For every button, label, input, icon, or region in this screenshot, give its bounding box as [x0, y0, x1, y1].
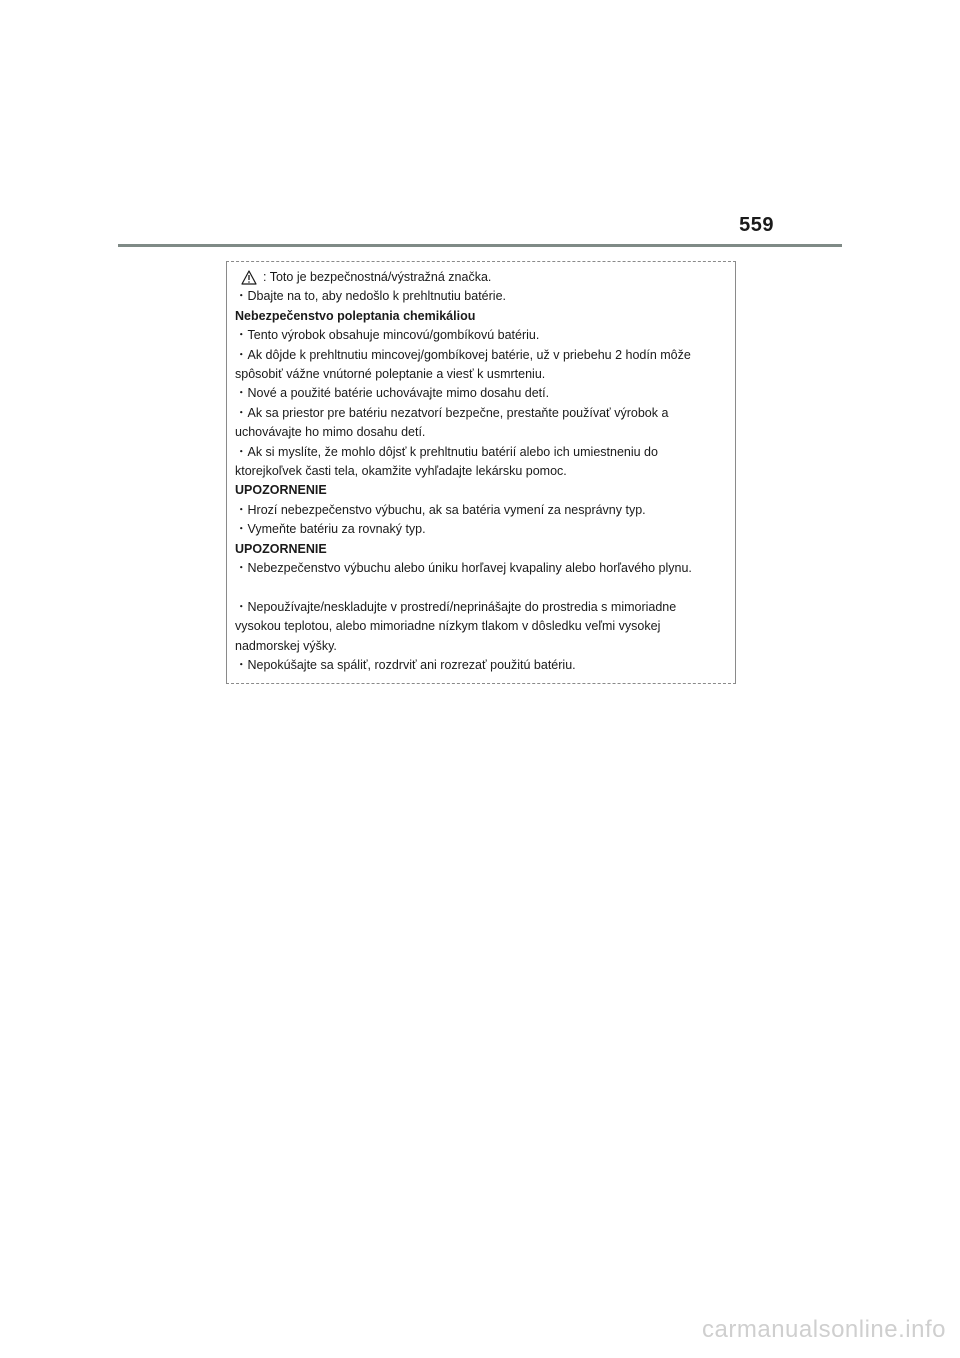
bullet-same-type: ・Vymeňte batériu za rovnaký typ.	[235, 522, 426, 537]
heading-chemical-burn: Nebezpečenstvo poleptania chemikáliou	[235, 308, 476, 323]
warning-intro-row	[235, 268, 727, 287]
bullet-compartment-cont: uchovávajte ho mimo dosahu detí.	[235, 425, 426, 440]
bullet-explosion-leak: ・Nebezpečenstvo výbuchu alebo úniku horľavej kvapaliny alebo horľavého plynu.	[235, 561, 692, 576]
bullet-swallow-hours: ・Ak dôjde k prehltnutiu mincovej/gombíkovej batérie, už v priebehu 2 hodín môže	[235, 347, 691, 362]
bullet-seek-medical-cont: ktorejkoľvek časti tela, okamžite vyhľadajte lekársku pomoc.	[235, 464, 567, 479]
site-watermark: carmanualsonline.info	[702, 1316, 946, 1343]
bullet-keep-away: ・Nové a použité batérie uchovávajte mimo dosahu detí.	[235, 386, 550, 401]
bullet-extreme-env-cont-1: vysokou teplotou, alebo mimoriadne nízkym tlakom v dôsledku veľmi vysokej	[235, 619, 661, 634]
warning-intro-text: : Toto je bezpečnostná/výstražná značka.	[263, 270, 492, 284]
bullet-compartment: ・Ak sa priestor pre batériu nezatvorí bezpečne, prestaňte používať výrobok a	[235, 405, 669, 420]
header-divider	[118, 244, 842, 247]
bullet-extreme-env: ・Nepoužívajte/neskladujte v prostredí/neprinášajte do prostredia s mimoriadne	[235, 599, 677, 614]
spacer	[235, 579, 727, 598]
page-number: 559	[739, 214, 774, 236]
bullet-do-not-burn: ・Nepokúšajte sa spáliť, rozdrviť ani rozrezať použitú batériu.	[235, 658, 576, 673]
heading-caution-1: UPOZORNENIE	[235, 483, 327, 498]
bullet-swallow: ・Dbajte na to, aby nedošlo k prehltnutiu batérie.	[235, 289, 507, 304]
bullet-swallow-hours-cont: spôsobiť vážne vnútorné poleptanie a viesť k usmrteniu.	[235, 367, 546, 382]
battery-warning-box	[226, 261, 736, 684]
bullet-wrong-type: ・Hrozí nebezpečenstvo výbuchu, ak sa batéria vymení za nesprávny typ.	[235, 502, 646, 517]
warning-triangle-icon	[241, 270, 257, 285]
bullet-seek-medical: ・Ak si myslíte, že mohlo dôjsť k prehltnutiu batérií alebo ich umiestneniu do	[235, 444, 658, 459]
bullet-extreme-env-cont-2: nadmorskej výšky.	[235, 638, 337, 653]
bullet-contains-coin-battery: ・Tento výrobok obsahuje mincovú/gombíkovú batériu.	[235, 328, 540, 343]
heading-caution-2: UPOZORNENIE	[235, 541, 327, 556]
